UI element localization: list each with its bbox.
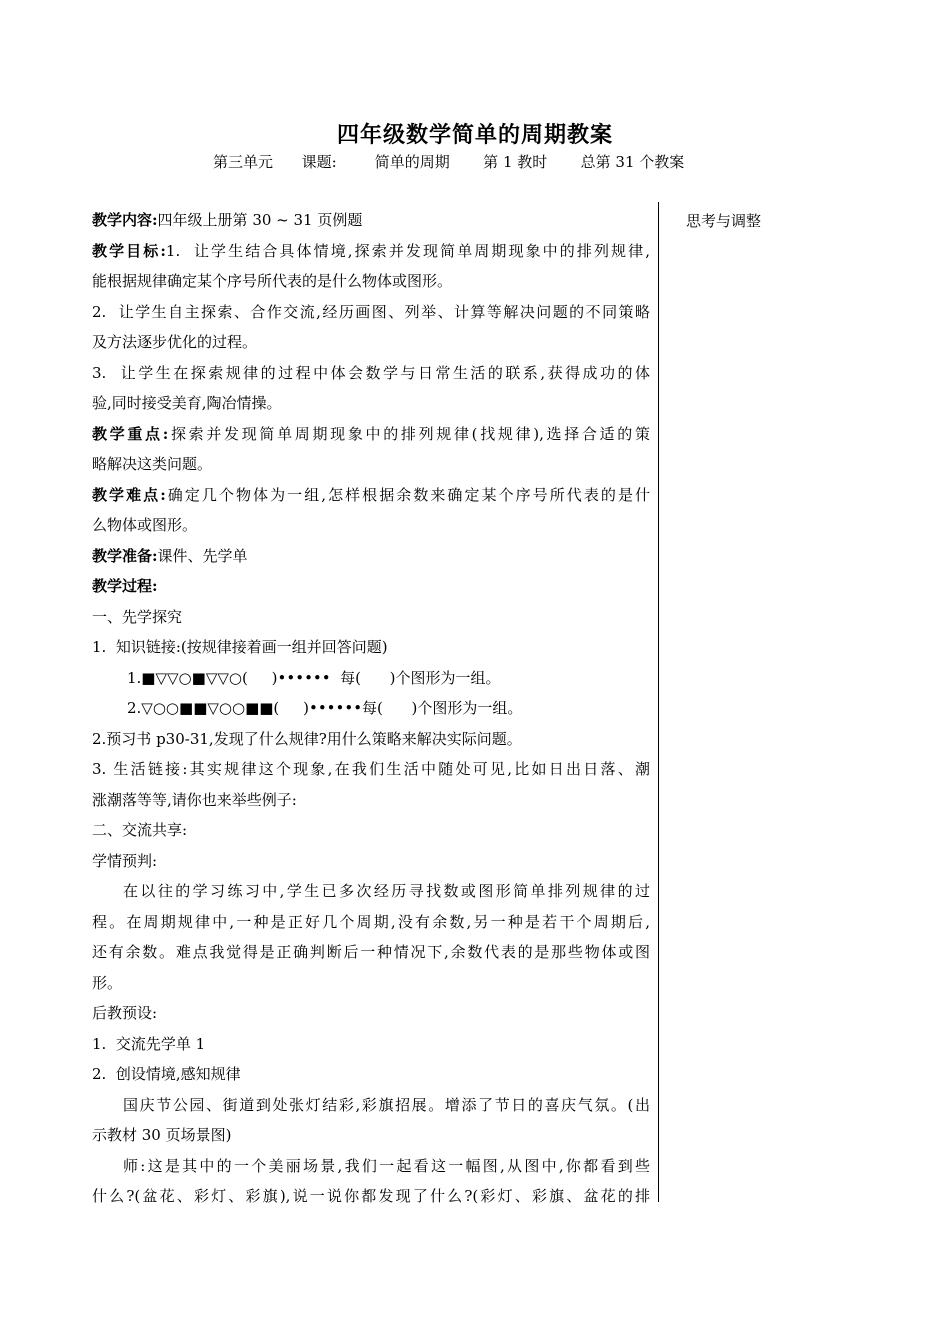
text-line: 程。在周期规律中,一种是正好几个周期,没有余数,另一种是若干个周期后,: [92, 912, 650, 931]
text-line: 国庆节公园、街道到处张灯结彩,彩旗招展。增添了节日的喜庆气氛。(出: [123, 1095, 650, 1114]
text-line: 学情预判:: [92, 851, 158, 870]
text-line: 2.预习书 p30-31,发现了什么规律?用什么策略来解决实际问题。: [92, 729, 522, 748]
text-line: 还有余数。难点我觉得是正确判断后一种情况下,余数代表的是那些物体或图: [92, 943, 650, 961]
text-line: 后教预设:: [92, 1004, 158, 1022]
line-content: [92, 205, 650, 236]
text-line: 形。: [92, 973, 123, 992]
text-line: 3. 生活链接:其实规律这个现象,在我们生活中随处可见,比如日出日落、潮: [92, 760, 650, 778]
section-heading: 二、交流共享:: [92, 821, 188, 839]
line-difficulties: [92, 480, 650, 511]
text-goals: 1. 让学生结合具体情境,探索并发现简单周期现象中的排列规律,: [165, 241, 650, 260]
label-process: 教学过程:: [92, 577, 158, 595]
label-content: 教学内容:: [92, 211, 158, 229]
text-line: 略解决这类问题。: [92, 455, 213, 473]
text-preparation: 课件、先学单: [157, 546, 248, 565]
text-line: 师:这是其中的一个美丽场景,我们一起看这一幅图,从图中,你都看到些: [123, 1156, 650, 1175]
text-line: 在以往的学习练习中,学生已多次经历寻找数或图形简单排列规律的过: [123, 882, 650, 900]
label-key-points: 教学重点:: [92, 424, 169, 443]
side-note-heading: 思考与调整: [686, 212, 762, 230]
text-line: 示教材 30 页场景图): [92, 1126, 232, 1144]
text-difficulties: 确定几个物体为一组,怎样根据余数来确定某个序号所代表的是什: [165, 485, 650, 504]
label-difficulties: 教学难点:: [92, 485, 166, 504]
page-title: 四年级数学简单的周期教案: [336, 122, 613, 148]
text-line: 1. 交流先学单 1: [92, 1034, 206, 1053]
text-line: 2. 创设情境,感知规律: [92, 1065, 241, 1083]
line-process: [92, 571, 650, 602]
line-key-points: [92, 419, 650, 450]
label-goals: 教学目标:: [92, 241, 166, 260]
lesson-info: 第三单元 课题: 简单的周期 第 1 教时 总第 31 个教案: [213, 153, 685, 171]
section-heading: 一、先学探究: [92, 607, 183, 626]
column-divider: [658, 202, 659, 1202]
text-line: 3. 让学生在探索规律的过程中体会数学与日常生活的联系,获得成功的体: [92, 363, 650, 382]
text-line: 及方法逐步优化的过程。: [92, 333, 258, 351]
text-line: 涨潮落等等,请你也来举些例子:: [92, 790, 297, 809]
text-line: 1. 知识链接:(按规律接着画一组并回答问题): [92, 638, 388, 656]
text-line: 么物体或图形。: [92, 516, 198, 534]
line-preparation: [92, 541, 650, 572]
text-line: 什么?(盆花、彩灯、彩旗),说一说你都发现了什么?(彩灯、彩旗、盆花的排: [92, 1187, 650, 1205]
pattern-question: 1.■▽▽○■▽▽○( )•••••• 每( )个图形为一组。: [127, 668, 501, 687]
text-line: 2. 让学生自主探索、合作交流,经历画图、列举、计算等解决问题的不同策略: [92, 302, 650, 321]
text-line: 验,同时接受美育,陶冶情操。: [92, 394, 282, 412]
line-goals: [92, 236, 650, 267]
lesson-body: [92, 205, 650, 1212]
text-key-points: 探索并发现简单周期现象中的排列规律(找规律),选择合适的策: [168, 424, 650, 443]
text-content: 四年级上册第 30 ~ 31 页例题: [157, 211, 363, 229]
text-line: 能根据规律确定某个序号所代表的是什么物体或图形。: [92, 272, 453, 290]
pattern-question: 2.▽○○■■▽○○■■( )••••••每( )个图形为一组。: [127, 699, 523, 717]
label-preparation: 教学准备:: [92, 546, 158, 565]
